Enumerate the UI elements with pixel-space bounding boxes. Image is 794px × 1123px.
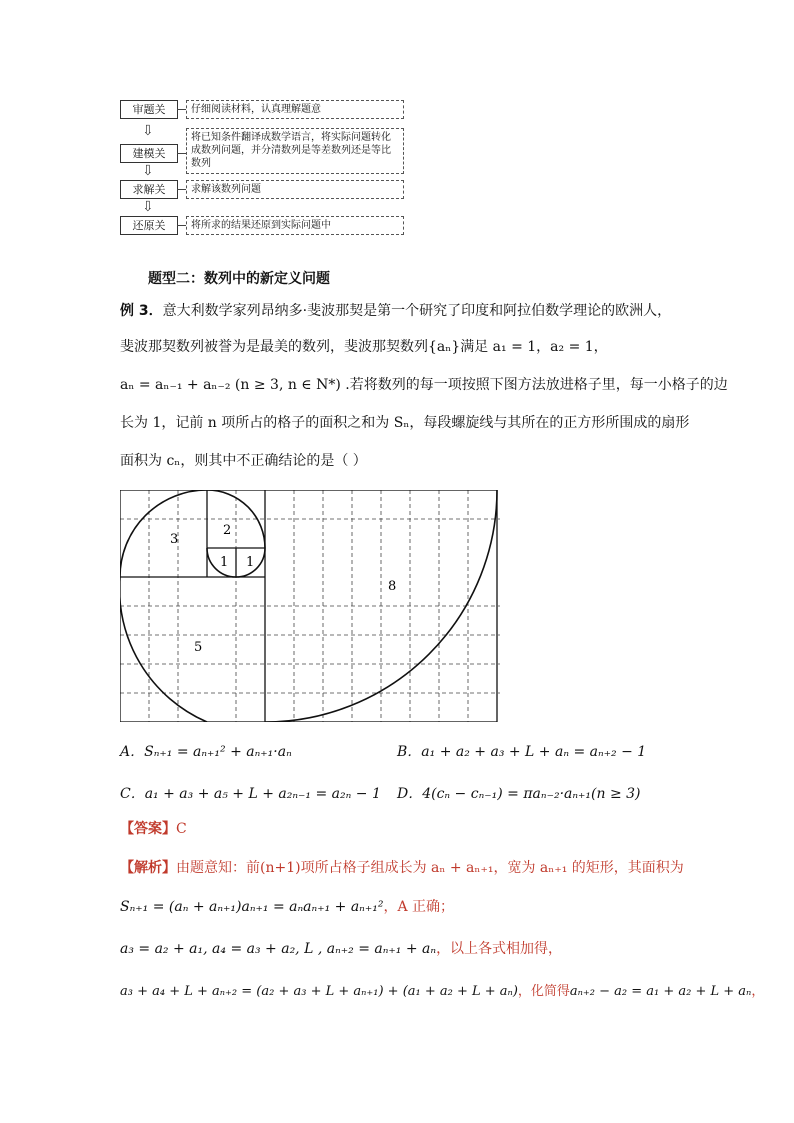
option-c: C．a₁ + a₃ + a₅ + L + a₂ₙ₋₁ = a₂ₙ − 1 xyxy=(120,786,381,802)
analysis-tag: 【解析】 xyxy=(120,860,176,876)
flow-step-box: 还原关 xyxy=(120,216,178,235)
flow-step-box: 求解关 xyxy=(120,180,178,199)
analysis-line-4 xyxy=(120,983,765,1001)
square-label: 1 xyxy=(220,555,229,570)
example-text: 意大利数学家列昂纳多·斐波那契是第一个研究了印度和阿拉伯数学理论的欧洲人， xyxy=(162,303,672,319)
flow-step-text: 仔细阅读材料，认真理解题意 xyxy=(186,100,404,119)
flow-step-text: 求解该数列问题 xyxy=(186,180,404,199)
analysis-formula: a₃ + a₄ + L + aₙ₊₂ = (a₂ + a₃ + L + aₙ₊₁) + (a₁ + a₂ + L + aₙ) xyxy=(120,984,518,999)
example-line-2: 斐波那契数列被誉为是最美的数列，斐波那契数列{aₙ}满足 a₁ = 1，a₂ = 1， xyxy=(120,339,608,355)
square-label: 1 xyxy=(246,555,255,570)
section-title: 题型二：数列中的新定义问题 xyxy=(148,271,330,287)
flowchart xyxy=(120,100,410,235)
down-arrow-icon: ⇩ xyxy=(142,199,154,215)
analysis-line-2 xyxy=(120,898,680,916)
answer-tag: 【答案】 xyxy=(120,821,176,837)
square-label: 3 xyxy=(170,532,179,547)
flow-connector xyxy=(177,189,186,190)
analysis-line-1 xyxy=(120,859,684,877)
analysis-text: ，以上各式相加得， xyxy=(436,941,563,957)
fibonacci-spiral-diagram xyxy=(120,490,500,722)
square-label: 5 xyxy=(194,640,203,655)
analysis-text: ，化简得 xyxy=(517,984,570,999)
flow-connector xyxy=(177,153,186,154)
down-arrow-icon: ⇩ xyxy=(142,123,154,139)
square-label: 8 xyxy=(388,579,397,594)
down-arrow-icon: ⇩ xyxy=(142,163,154,179)
option-d: D．4(cₙ − cₙ₋₁) = πaₙ₋₂·aₙ₊₁(n ≥ 3) xyxy=(397,786,641,802)
analysis-line-3 xyxy=(120,940,680,958)
grid-lines xyxy=(120,490,500,722)
flow-connector xyxy=(177,109,186,110)
example-line-1 xyxy=(120,302,680,320)
example-line-5: 面积为 cₙ，则其中不正确结论的是（ ） xyxy=(120,453,367,469)
analysis-formula: aₙ₊₂ − a₂ = a₁ + a₂ + L + aₙ xyxy=(569,984,752,999)
analysis-formula: a₃ = a₂ + a₁, a₄ = a₃ + a₂, L , aₙ₊₂ = aₙ₊₁ + aₙ xyxy=(120,941,437,957)
example-label: 例 3． xyxy=(120,303,163,319)
flow-step-text: 将已知条件翻译成数学语言，将实际问题转化成数列问题，并分清数列是等差数列还是等比数列 xyxy=(186,128,404,174)
analysis-text: 由题意知：前(n+1)项所占格子组成长为 aₙ + aₙ₊₁，宽为 aₙ₊₁ 的矩形，其面积为 xyxy=(176,860,684,876)
analysis-text: ，A 正确； xyxy=(383,899,455,915)
square-label: 2 xyxy=(223,523,232,538)
flow-step-box: 建模关 xyxy=(120,144,178,163)
answer-line xyxy=(120,820,680,838)
flow-step-box: 审题关 xyxy=(120,100,178,119)
analysis-formula: Sₙ₊₁ = (aₙ + aₙ₊₁)aₙ₊₁ = aₙaₙ₊₁ + aₙ₊₁² xyxy=(120,899,384,915)
example-line-4: 长为 1，记前 n 项所占的格子的面积之和为 Sₙ，每段螺旋线与其所在的正方形所围成的扇形 xyxy=(120,415,690,431)
fibonacci-figure xyxy=(120,490,500,726)
example-line-3: aₙ = aₙ₋₁ + aₙ₋₂ (n ≥ 3, n ∈ N*) .若将数列的每一项按照下图方法放进格子里，每一小格子的边 xyxy=(120,377,728,393)
flow-connector xyxy=(177,225,186,226)
option-b: B．a₁ + a₂ + a₃ + L + aₙ = aₙ₊₂ − 1 xyxy=(397,744,647,760)
option-a: A．Sₙ₊₁ = aₙ₊₁² + aₙ₊₁·aₙ xyxy=(120,744,292,760)
flow-step-text: 将所求的结果还原到实际问题中 xyxy=(186,216,404,235)
analysis-text: ， xyxy=(751,984,765,999)
answer-value: C xyxy=(176,821,187,837)
